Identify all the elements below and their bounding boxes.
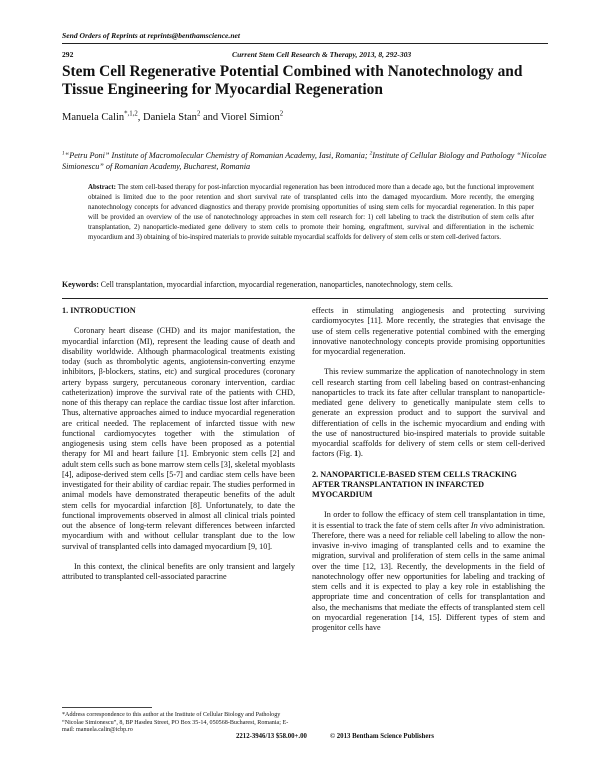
correspondence-footnote: *Address correspondence to this author at the Institute of Cellular Biology and Pathology “Nicolae Simionescu”, 8, BP Hasdeu Street, PO Box 35-14, 050568-Bucharest, Romania; E-mail: manuela.calin@icbp.ro [62, 712, 289, 734]
journal-citation: Current Stem Cell Research & Therapy, 2013, 8, 292-303 [232, 50, 412, 59]
abstract-text: The stem cell-based therapy for post-infarction myocardial regeneration has been introduced more than a decade ago, but the functional improvement obtained is limited due to the poor retention and short survival rate of transplanted cells into the damaged myocardium. More recently, the emerging nanotechnology concepts for advanced diagnostics and therapy provide promising opportunities of using stem cells for myocardial regeneration. In this paper will be provided an overview of the use of nanotechnology approaches in stem cell research for: 1) cell labeling to track the distribution of stem cells after transplantation, 2) nanoparticle-mediated gene delivery to stem cells to promote their homing, engraftment, survival and differentiation in the ischemic myocardium and 3) obtaining of bio-inspired materials to provide suitable myocardial scaffolds for delivery of stem cells or stem cell-derived factors. [88, 184, 534, 241]
footnote-rule [62, 707, 152, 708]
paragraph-text: In order to follow the efficacy of stem cell transplantation in time, it is essential to track the fate of stem cells after [312, 510, 545, 530]
affiliation-mark: 2 [369, 150, 373, 157]
paragraph: Coronary heart disease (CHD) and its major manifestation, the myocardial infarction (MI), represent the leading cause of death and disability worldwide. Although pharmacological treatments existing today (such as thrombolytic agents, angiotensin-converting enzyme inhibitors, β-blockers, statins, etc) and surgical procedures (coronary artery bypass surgery, percutaneous coronary intervention, cardiac catheterization) improve the survival rate of the patients with CHD, none of this therapy can replace the cardiac tissue lost after infarction. Thus, alternative approaches aimed to induce myocardial regeneration are critical needed. The replacement of infarcted tissue with new functional cardiomyocytes together with the stimulation of angiogenesis using stem cells have been proposed as a potential therapy for MI and heart failure [1]. Embryonic stem cells [2] and adult stem cells such as bone marrow stem cells [3], skeletal myoblasts [4], adipose-derived stem cells [5-7] and cardiac stem cells have been investigated for their ability of cardiac repair. The studies performed in animal models have demonstrated therapeutic benefits of the adult stem cells for myocardial infarction [8]. Unfortunately, to date the functional improvements observed in almost all clinical trials pointed out the absence of long-term relevant differences between infarcted myocardium with and without cellular transplant due to the low survival of transplanted cells into damaged myocardium [9, 10]. [62, 326, 295, 551]
right-column [312, 306, 545, 643]
issn-price: 2212-3946/13 $58.00+.00 [236, 733, 307, 740]
affiliations [62, 151, 548, 172]
section-heading: 2. NANOPARTICLE-BASED STEM CELLS TRACKING AFTER TRANSPLANTATION IN INFARCTED MYOCARDIUM [312, 469, 517, 499]
abstract-label: Abstract: [88, 184, 116, 191]
paragraph-text: This review summarize the application of nanotechnology in stem cell research starting from cell labeling based on contrast-enhancing nanoparticles to track its fate after cellular transplant to nanoparticle-mediated gene delivery to genetically manipulate stem cells to generate an expression product and to support the survival and differentiation of cells in the ischemic myocardium and ending with the use of nanostructured bio-inspired materials to provide suitable myocardial scaffolds for delivery of stem cells or stem cell-derived factors (Fig. [312, 367, 545, 459]
article-title: Stem Cell Regenerative Potential Combined with Nanotechnology and Tissue Engineering for Myocardial Regeneration [62, 63, 523, 98]
keywords-rule [62, 298, 548, 299]
reprints-notice: Send Orders of Reprints at reprints@benthamscience.net [62, 31, 241, 40]
affiliation-mark: 1 [62, 150, 65, 157]
header-rule [62, 43, 548, 44]
copyright: © 2013 Bentham Science Publishers [330, 733, 435, 740]
section-heading: 1. INTRODUCTION [62, 306, 136, 315]
keywords [62, 280, 548, 290]
author-list [62, 112, 283, 123]
paragraph-text: administration. Therefore, there was a need for reliable cell labeling to allow the non-invasive in-vivo imaging of transplanted cells and to examine the migration, survival and proliferation of stem cells in the same animal over the time [12, 13]. Recently, the developments in the field of nanotechnology offer new opportunities for labeling and tracking of stem cells and it is expected to play a key role in establishing the appropriate time and concentration of cells for transplantation and also, the mechanisms that mediate the effects of transplanted stem cell on myocardial regeneration [14, 15]. Different types of stem and progenitor cells have [312, 520, 545, 632]
author-affiliation-mark: *,1,2 [124, 110, 138, 118]
paragraph: effects in stimulating angiogenesis and protecting surviving cardiomyocytes [11]. More recently, the strategies that envisage the use of stem cells regenerative potential combined with the emerging innovative nanotechnology concepts provide promising opportunities for myocardial regeneration. [312, 306, 545, 356]
left-column [62, 306, 295, 592]
author-name: , Daniela Stan [137, 112, 197, 123]
page-number: 292 [62, 50, 74, 59]
affiliation-text: Institute of Cellular Biology and Pathology “Nicolae Simionescu” of Romanian Academy, Bucharest, Romania [62, 151, 547, 171]
paragraph [312, 367, 545, 459]
keywords-text: Cell transplantation, myocardial infarction, myocardial regeneration, nanoparticles, nanotechnology, stem cells. [98, 280, 453, 289]
paragraph-text: ). [358, 449, 363, 459]
affiliation-text: “Petru Poni” Institute of Macromolecular Chemistry of Romanian Academy, Iasi, Romania; [64, 151, 370, 160]
author-name: Manuela Calin [62, 112, 125, 123]
author-name: and Viorel Simion [200, 112, 280, 123]
abstract [88, 183, 534, 242]
paragraph [312, 510, 545, 633]
paragraph: In this context, the clinical benefits are only transient and largely attributed to transplanted cell-associated paracrine [62, 561, 295, 581]
author-affiliation-mark: 2 [279, 110, 284, 118]
italic-term: In vivo [470, 520, 494, 530]
figure-reference: 1 [354, 449, 359, 459]
keywords-label: Keywords: [62, 280, 99, 289]
author-affiliation-mark: 2 [196, 110, 201, 118]
